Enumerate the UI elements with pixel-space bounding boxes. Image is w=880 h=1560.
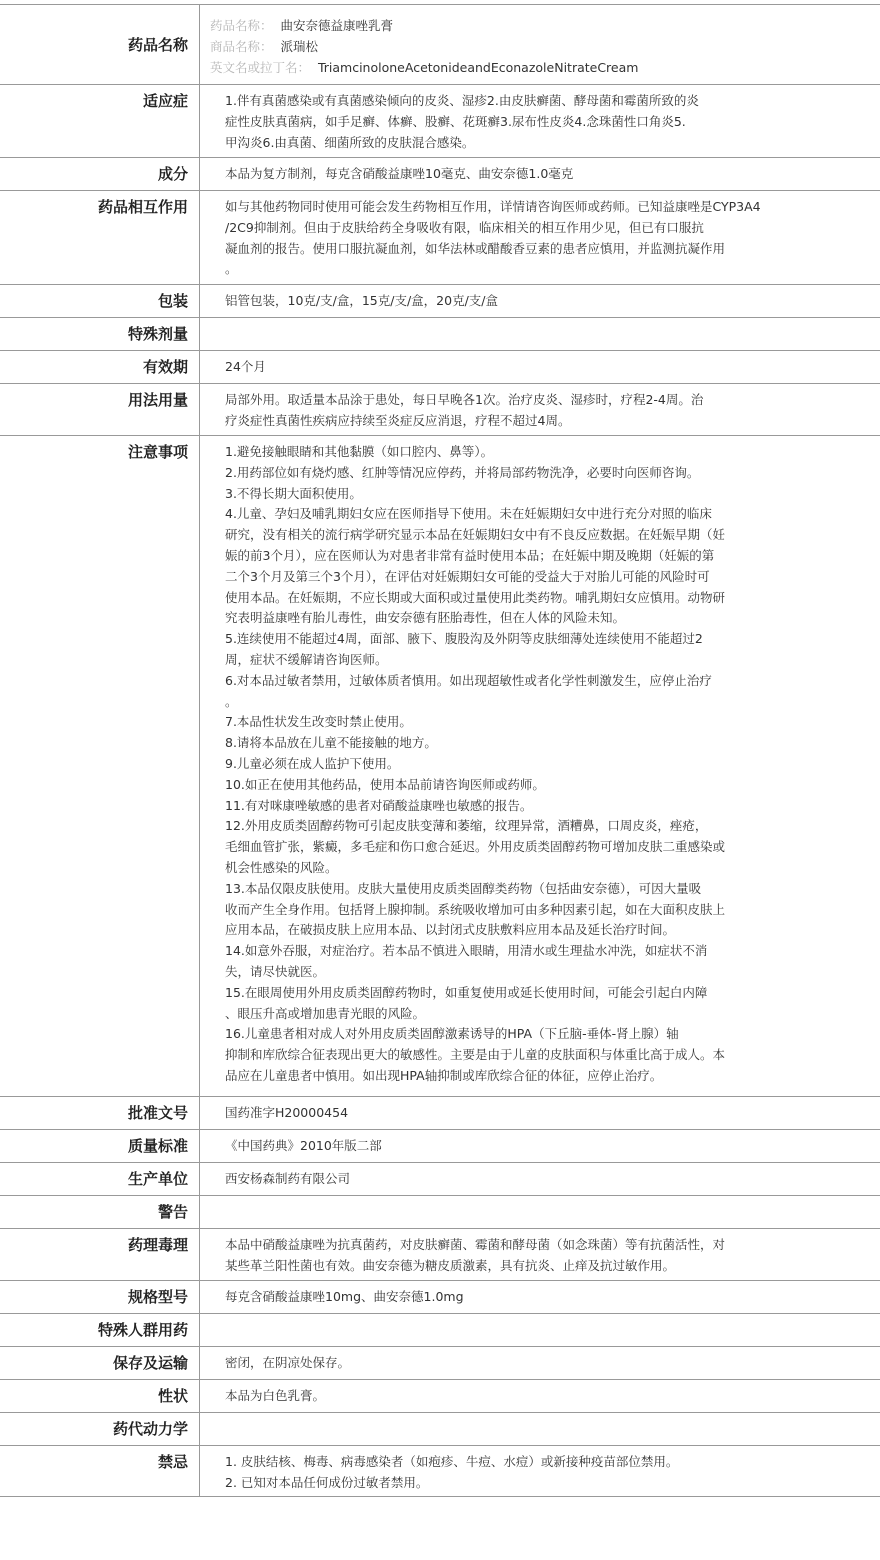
- value-line: 2.用药部位如有烧灼感、红肿等情况应停药，并将局部药物洗净，必要时向医师咨询。: [225, 464, 700, 480]
- row-label: 特殊剂量: [0, 318, 200, 350]
- row-label: 性状: [0, 1380, 200, 1412]
- row-value: [200, 436, 880, 1096]
- value-line: 症性皮肤真菌病，如手足癣、体癣、股癣、花斑癣3.尿布性皮炎4.念珠菌性口角炎5.: [225, 113, 686, 129]
- row-value: [200, 1281, 880, 1313]
- value-line: 每克含硝酸益康唑10mg、曲安奈德1.0mg: [225, 1289, 464, 1304]
- value-line: 1.伴有真菌感染或有真菌感染倾向的皮炎、湿疹2.由皮肤癣菌、酵母菌和霉菌所致的炎: [225, 93, 699, 108]
- value-line: /2C9抑制剂。但由于皮肤给药全身吸收有限，临床相关的相互作用少见，但已有口服抗: [225, 219, 704, 235]
- value-line: 使用本品。在妊娠期，不应长期或大面积或过量使用此类药物。哺乳期妇女应慎用。动物研: [225, 589, 726, 605]
- value-line: 应用本品，在破损皮肤上应用本品、以封闭式皮肤敷料应用本品及延长治疗时间。: [225, 922, 676, 938]
- value-line: 失，请尽快就医。: [225, 963, 326, 979]
- row-storage: [0, 1346, 880, 1379]
- value-line: 本品为复方制剂，每克含硝酸益康唑10毫克、曲安奈德1.0毫克: [225, 166, 574, 181]
- row-contraindications: [0, 1445, 880, 1497]
- row-label: 质量标准: [0, 1130, 200, 1162]
- value-line: 12.外用皮质类固醇药物可引起皮肤变薄和萎缩，纹理异常，酒糟鼻，口周皮炎，痤疮，: [225, 818, 708, 834]
- row-interactions: [0, 190, 880, 284]
- value-line: 娠的前3个月），应在医师认为对患者非常有益时使用本品；在妊娠中期及晚期（妊娠的第: [225, 547, 715, 563]
- row-special-dosage: [0, 317, 880, 350]
- value-line: 16.儿童患者相对成人对外用皮质类固醇激素诱导的HPA（下丘脑-垂体-肾上腺）轴: [225, 1026, 679, 1042]
- value-line: 某些革兰阳性菌也有效。曲安奈德为糖皮质激素，具有抗炎、止痒及抗过敏作用。: [225, 1257, 676, 1273]
- row-value: [200, 1446, 880, 1496]
- value-line: 二个3个月及第三个3个月），在评估对妊娠期妇女可能的受益大于对胎儿可能的风险时可: [225, 568, 710, 584]
- row-label: 药品相互作用: [0, 191, 200, 284]
- english-name-key: 英文名或拉丁名：: [210, 60, 311, 75]
- value-line: 1.避免接触眼睛和其他黏膜（如口腔内、鼻等）。: [225, 444, 494, 459]
- row-warning: [0, 1195, 880, 1228]
- trade-name-line: [210, 36, 866, 57]
- value-line: 凝血剂的报告。使用口服抗凝血剂，如华法林或醋酸香豆素的患者应慎用，并监测抗凝作用: [225, 240, 726, 256]
- row-indications: [0, 84, 880, 157]
- value-line: 《中国药典》2010年版二部: [225, 1138, 382, 1153]
- row-appearance: [0, 1379, 880, 1412]
- row-pharmacokinetics: [0, 1412, 880, 1445]
- value-line: 2. 已知对本品任何成份过敏者禁用。: [225, 1474, 429, 1490]
- value-line: 本品为白色乳膏。: [225, 1388, 326, 1403]
- value-line: 疗炎症性真菌性疾病应持续至炎症反应消退，疗程不超过4周。: [225, 412, 571, 428]
- value-line: 。: [225, 261, 238, 277]
- row-spec: [0, 1280, 880, 1313]
- row-label: 注意事项: [0, 436, 200, 1096]
- value-line: 国药准字H20000454: [225, 1105, 349, 1120]
- value-line: 毛细血管扩张，紫癜，多毛症和伤口愈合延迟。外用皮质类固醇药物可增加皮肤二重感染或: [225, 839, 726, 855]
- row-value: [200, 1314, 880, 1346]
- value-line: 10.如正在使用其他药品，使用本品前请咨询医师或药师。: [225, 776, 545, 792]
- value-line: 密闭，在阴凉处保存。: [225, 1355, 351, 1370]
- row-label: 包装: [0, 285, 200, 317]
- value-line: 究表明益康唑有胎儿毒性，曲安奈德有胚胎毒性，但在人体的风险未知。: [225, 610, 626, 626]
- row-approval: [0, 1096, 880, 1129]
- value-line: 机会性感染的风险。: [225, 859, 338, 875]
- row-value: [200, 1347, 880, 1379]
- english-name-value: TriamcinoloneAcetonideandEconazoleNitrateCream: [317, 60, 639, 75]
- row-manufacturer: [0, 1162, 880, 1195]
- generic-name-key: 药品名称：: [210, 18, 273, 33]
- row-label: 药代动力学: [0, 1413, 200, 1445]
- value-line: 15.在眼周使用外用皮质类固醇药物时，如重复使用或延长使用时间，可能会引起白内障: [225, 984, 708, 1000]
- value-line: 研究，没有相关的流行病学研究显示本品在妊娠期妇女中有不良反应数据。在妊娠早期（妊: [225, 527, 726, 543]
- row-label: 用法用量: [0, 384, 200, 435]
- row-label: 警告: [0, 1196, 200, 1228]
- row-label: 有效期: [0, 351, 200, 383]
- row-pharmacology: [0, 1228, 880, 1280]
- value-line: 周，症状不缓解请咨询医师。: [225, 651, 388, 667]
- value-line: 品应在儿童患者中慎用。如出现HPA轴抑制或库欣综合征的体征，应停止治疗。: [225, 1067, 663, 1083]
- value-line: 局部外用。取适量本品涂于患处，每日早晚各1次。治疗皮炎、湿疹时，疗程2-4周。治: [225, 392, 704, 407]
- row-label: 生产单位: [0, 1163, 200, 1195]
- row-label: 药理毒理: [0, 1229, 200, 1280]
- value-line: 5.连续使用不能超过4周，面部、腋下、腹股沟及外阴等皮肤细薄处连续使用不能超过2: [225, 631, 703, 647]
- row-usage: [0, 383, 880, 435]
- value-line: 如与其他药物同时使用可能会发生药物相互作用，详情请咨询医师或药师。已知益康唑是CYP3A4: [225, 199, 761, 214]
- row-value: [200, 351, 880, 383]
- row-label: 药品名称: [0, 5, 200, 84]
- generic-name-line: [210, 15, 866, 36]
- drug-name-values: [200, 5, 880, 84]
- row-value: [200, 1163, 880, 1195]
- row-value: [200, 1380, 880, 1412]
- value-line: 1. 皮肤结核、梅毒、病毒感染者（如疱疹、牛痘、水痘）或新接种疫苗部位禁用。: [225, 1454, 679, 1469]
- generic-name-value: 曲安奈德益康唑乳膏: [280, 18, 393, 33]
- row-value: [200, 384, 880, 435]
- row-value: [200, 85, 880, 157]
- value-line: 。: [225, 693, 238, 709]
- value-line: 24个月: [225, 359, 266, 374]
- value-line: 8.请将本品放在儿童不能接触的地方。: [225, 735, 437, 751]
- row-label: 适应症: [0, 85, 200, 157]
- value-line: 9.儿童必须在成人监护下使用。: [225, 755, 400, 771]
- value-line: 抑制和库欣综合征表现出更大的敏感性。主要是由于儿童的皮肤面积与体重比高于成人。本: [225, 1047, 726, 1063]
- row-value: [200, 318, 880, 350]
- row-drug-name: [0, 4, 880, 84]
- value-line: 3.不得长期大面积使用。: [225, 485, 362, 501]
- row-label: 特殊人群用药: [0, 1314, 200, 1346]
- row-quality: [0, 1129, 880, 1162]
- row-label: 批准文号: [0, 1097, 200, 1129]
- trade-name-value: 派瑞松: [280, 39, 318, 54]
- row-precautions: [0, 435, 880, 1096]
- row-validity: [0, 350, 880, 383]
- row-value: [200, 285, 880, 317]
- value-line: 、眼压升高或增加患青光眼的风险。: [225, 1005, 426, 1021]
- value-line: 4.儿童、孕妇及哺乳期妇女应在医师指导下使用。未在妊娠期妇女中进行充分对照的临床: [225, 506, 712, 522]
- row-value: [200, 1413, 880, 1445]
- row-value: [200, 158, 880, 190]
- trade-name-key: 商品名称：: [210, 39, 273, 54]
- row-label: 成分: [0, 158, 200, 190]
- value-line: 11.有对咪康唑敏感的患者对硝酸益康唑也敏感的报告。: [225, 797, 533, 813]
- row-value: [200, 1130, 880, 1162]
- row-value: [200, 1196, 880, 1228]
- row-value: [200, 1097, 880, 1129]
- value-line: 本品中硝酸益康唑为抗真菌药，对皮肤癣菌、霉菌和酵母菌（如念珠菌）等有抗菌活性，对: [225, 1237, 726, 1252]
- row-label: 禁忌: [0, 1446, 200, 1496]
- value-line: 甲沟炎6.由真菌、细菌所致的皮肤混合感染。: [225, 134, 475, 150]
- value-line: 14.如意外吞服，对症治疗。若本品不慎进入眼睛，用清水或生理盐水冲洗，如症状不消: [225, 943, 708, 959]
- value-line: 收而产生全身作用。包括肾上腺抑制。系统吸收增加可由多种因素引起，如在大面积皮肤上: [225, 901, 726, 917]
- row-value: [200, 191, 880, 284]
- drug-info-table: [0, 4, 880, 1497]
- row-ingredients: [0, 157, 880, 190]
- row-value: [200, 1229, 880, 1280]
- row-label: 规格型号: [0, 1281, 200, 1313]
- row-packaging: [0, 284, 880, 317]
- value-line: 7.本品性状发生改变时禁止使用。: [225, 714, 412, 730]
- value-line: 13.本品仅限皮肤使用。皮肤大量使用皮质类固醇类药物（包括曲安奈德），可因大量吸: [225, 880, 702, 896]
- value-line: 铝管包装，10克/支/盒，15克/支/盒，20克/支/盒: [225, 293, 498, 308]
- english-name-line: [210, 57, 866, 78]
- row-special-population: [0, 1313, 880, 1346]
- value-line: 西安杨森制药有限公司: [225, 1171, 351, 1186]
- row-label: 保存及运输: [0, 1347, 200, 1379]
- value-line: 6.对本品过敏者禁用，过敏体质者慎用。如出现超敏性或者化学性刺激发生，应停止治疗: [225, 672, 712, 688]
